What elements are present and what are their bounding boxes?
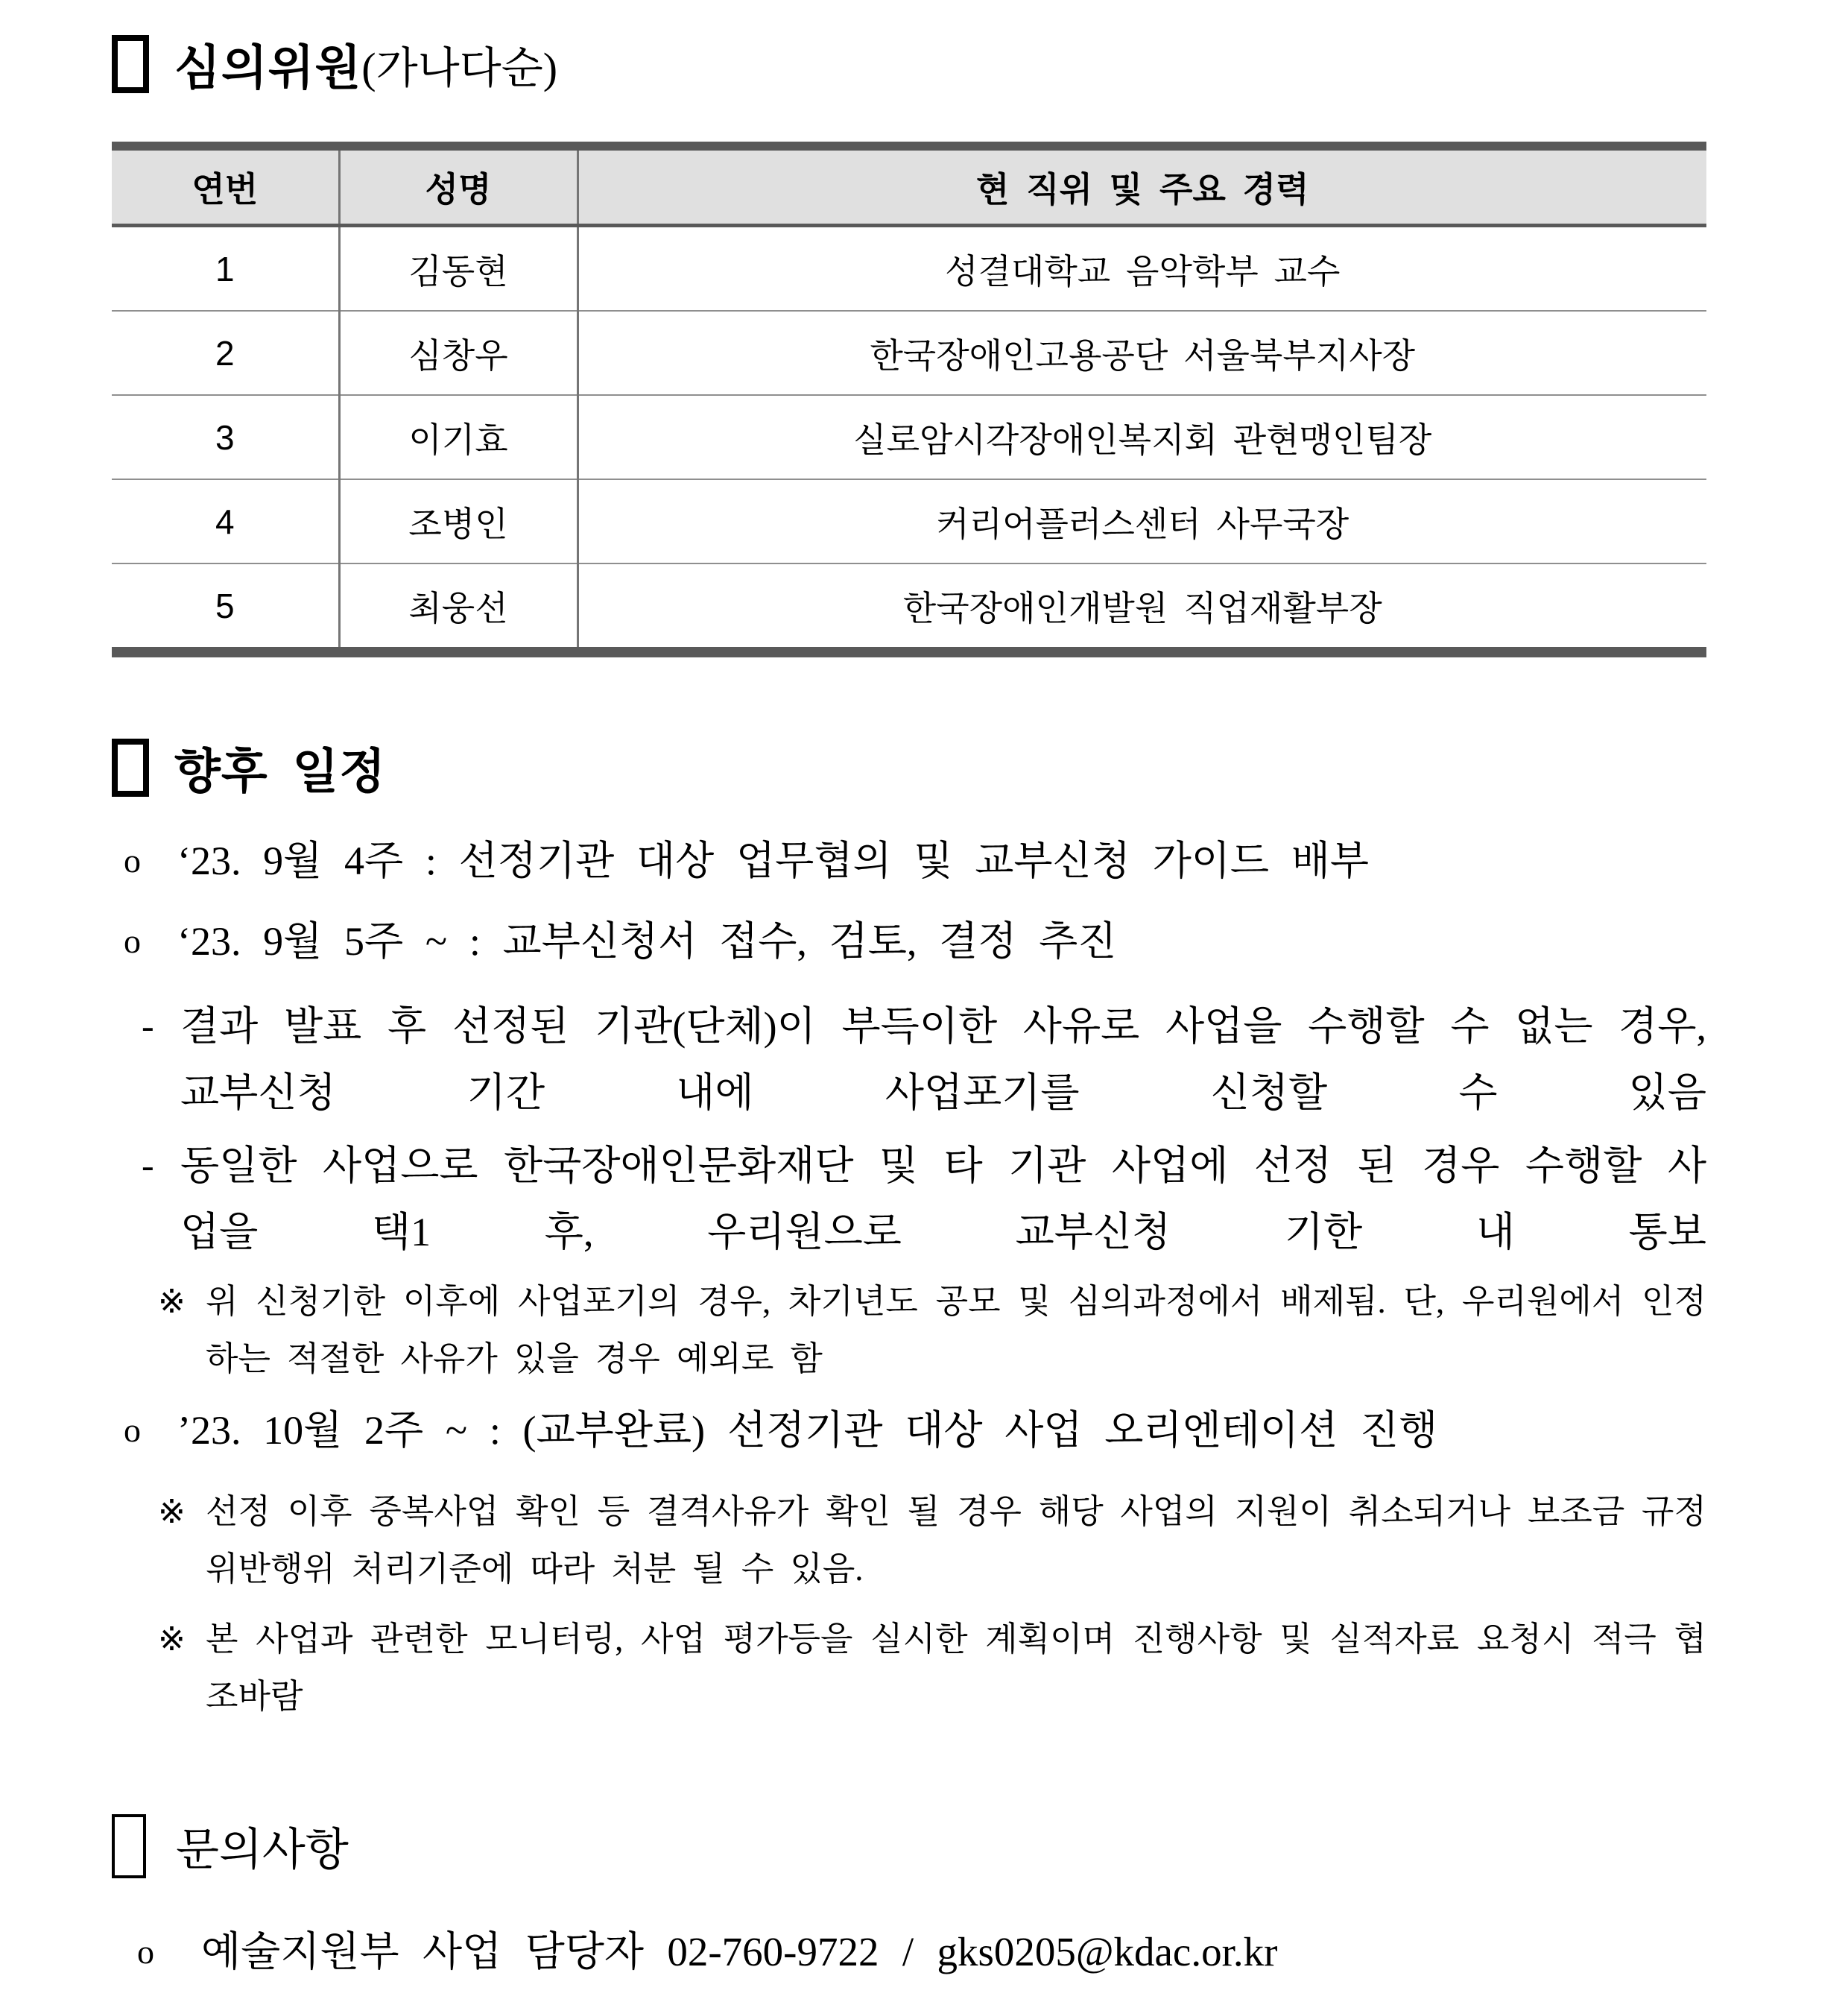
schedule-item-text: ’23. 10월 2주 ~ : (교부완료) 선정기관 대상 사업 오리엔테이션 진행 — [177, 1408, 1438, 1453]
committee-heading — [112, 30, 1706, 98]
schedule-list — [112, 830, 1706, 1726]
reference-mark-icon: ※ — [158, 1620, 186, 1658]
schedule-note — [158, 1611, 1706, 1726]
schedule-subitem-text: 동일한 사업으로 한국장애인문화재단 및 타 기관 사업에 선정 된 경우 수행할 사업을 택1 후, 우리원으로 교부신청 기한 내 통보 — [180, 1143, 1706, 1255]
square-marker-icon — [112, 35, 149, 93]
schedule-subitem — [142, 1133, 1706, 1265]
reference-mark-icon: ※ — [158, 1283, 186, 1320]
cell-no: 2 — [112, 311, 339, 395]
schedule-item — [112, 911, 1706, 973]
committee-title-suffix: (가나다순) — [361, 44, 558, 92]
cell-name: 조병인 — [339, 479, 578, 563]
schedule-section — [112, 733, 1706, 1726]
table-row — [112, 311, 1706, 395]
cell-no: 3 — [112, 395, 339, 479]
schedule-note-text: 선정 이후 중복사업 확인 등 결격사유가 확인 될 경우 해당 사업의 지원이 취소되거나 보조금 규정 위반행위 처리기준에 따라 처분 될 수 있음. — [206, 1493, 1706, 1588]
circle-bullet-icon: o — [124, 1411, 141, 1450]
cell-name: 최웅선 — [339, 563, 578, 652]
cell-name: 김동현 — [339, 226, 578, 312]
header-name: 성명 — [339, 146, 578, 226]
cell-no: 1 — [215, 249, 235, 288]
schedule-note-text: 위 신청기한 이후에 사업포기의 경우, 차기년도 공모 및 심의과정에서 배제됨. 단, 우리원에서 인정하는 적절한 사유가 있을 경우 예외로 함 — [206, 1282, 1706, 1377]
cell-career: 성결대학교 음악학부 교수 — [578, 226, 1706, 312]
cell-career: 한국장애인고용공단 서울북부지사장 — [578, 311, 1706, 395]
header-no: 연번 — [112, 146, 339, 226]
schedule-subitem-text: 결과 발표 후 선정된 기관(단체)이 부득이한 사유로 사업을 수행할 수 없는 경우, 교부신청 기간 내에 사업포기를 신청할 수 있음 — [180, 1004, 1706, 1115]
cell-career: 실로암시각장애인복지회 관현맹인팀장 — [578, 395, 1706, 479]
table-row — [112, 226, 1706, 312]
inquiry-title: 문의사항 — [176, 1825, 349, 1875]
square-marker-icon — [112, 739, 149, 797]
schedule-note-text: 본 사업과 관련한 모니터링, 사업 평가등을 실시한 계획이며 진행사항 및 실적자료 요청시 적극 협조바람 — [206, 1620, 1706, 1716]
schedule-item-text: ‘23. 9월 4주 : 선정기관 대상 업무협의 및 교부신청 가이드 배부 — [177, 839, 1370, 883]
schedule-note — [158, 1483, 1706, 1599]
committee-section — [112, 30, 1706, 657]
cell-no: 4 — [112, 479, 339, 563]
inquiry-section — [112, 1814, 1706, 1983]
table-header-row — [112, 146, 1706, 226]
schedule-item — [112, 1400, 1706, 1462]
committee-title: 심의위원 — [174, 41, 362, 95]
circle-bullet-icon: o — [137, 1932, 154, 1971]
schedule-subitem — [142, 994, 1706, 1125]
cell-career: 커리어플러스센터 사무국장 — [578, 479, 1706, 563]
contact-text: 예술지원부 사업 담당자 02-760-9722 / gks0205@kdac.or.kr — [201, 1928, 1278, 1974]
dash-bullet-icon: - — [142, 1005, 154, 1047]
circle-bullet-icon: o — [124, 921, 141, 960]
committee-table — [112, 142, 1706, 657]
table-row — [112, 563, 1706, 652]
schedule-heading — [112, 733, 1706, 802]
schedule-title: 향후 일정 — [174, 745, 387, 798]
circle-bullet-icon: o — [124, 842, 141, 880]
cell-name: 심창우 — [339, 311, 578, 395]
dash-bullet-icon: - — [142, 1144, 154, 1187]
inquiry-heading — [112, 1814, 1706, 1878]
cell-career: 한국장애인개발원 직업재활부장 — [578, 563, 1706, 652]
cell-name: 이기효 — [339, 395, 578, 479]
contact-line — [130, 1922, 1706, 1983]
schedule-item — [112, 830, 1706, 893]
schedule-note — [158, 1273, 1706, 1389]
square-marker-icon — [112, 1814, 146, 1878]
table-row — [112, 395, 1706, 479]
schedule-item-text: ‘23. 9월 5주 ~ : 교부신청서 접수, 검토, 결정 추진 — [177, 918, 1117, 964]
table-row — [112, 479, 1706, 563]
reference-mark-icon: ※ — [158, 1494, 186, 1531]
header-career: 현 직위 및 주요 경력 — [578, 146, 1706, 226]
cell-no: 5 — [112, 563, 339, 652]
